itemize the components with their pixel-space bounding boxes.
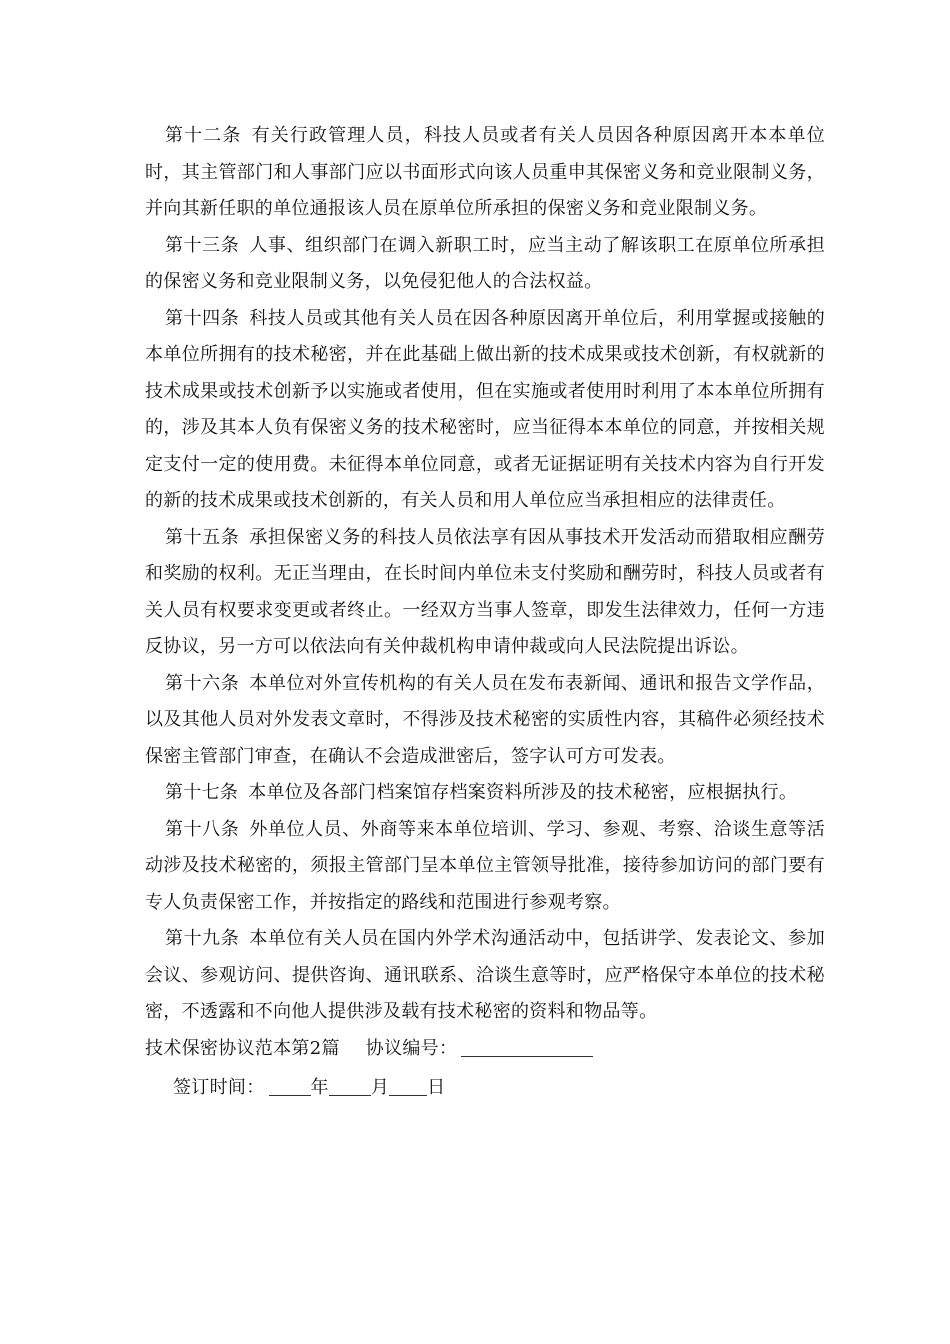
article-17 (145, 775, 825, 812)
agreement-number-blank (461, 1038, 593, 1057)
document-body (145, 118, 825, 1105)
article-number: 第十六条 (165, 672, 240, 694)
article-18 (145, 812, 825, 922)
year-blank (269, 1077, 311, 1096)
article-15 (145, 520, 825, 666)
article-text: 外单位人员、外商等来本单位培训、学习、参观、考察、洽谈生意等活动涉及技术秘密的，须报主管部门呈本单位主管领导批准，接待参加访问的部门要有专人负责保密工作，并按指定的路线和范围进行参观考察。 (145, 818, 826, 913)
article-number: 第十三条 (165, 234, 240, 256)
year-label: 年 (310, 1076, 329, 1098)
article-19 (145, 921, 825, 1031)
article-13 (145, 228, 825, 301)
day-blank (389, 1077, 427, 1096)
article-text: 承担保密义务的科技人员依法享有因从事技术开发活动而猎取相应酬劳和奖励的权利。无正当理由，在长时间内单位未支付奖励和酬劳时，科技人员或者有关人员有权要求变更或者终止。一经双方当事人签章，即发生法律效力，任何一方违反协议，另一方可以依法向有关仲裁机构申请仲裁或向人民法院提出诉讼。 (145, 526, 826, 657)
sign-date-line (145, 1071, 825, 1105)
article-text: 人事、组织部门在调入新职工时，应当主动了解该职工在原单位所承担的保密义务和竞业限制义务，以免侵犯他人的合法权益。 (145, 234, 826, 292)
article-number: 第十二条 (165, 125, 242, 146)
article-text: 本单位及各部门档案馆存档案资料所涉及的技术秘密，应根据执行。 (248, 782, 798, 803)
article-number: 第十四条 (165, 307, 240, 329)
article-14 (145, 301, 825, 520)
template-heading (145, 1033, 825, 1065)
month-label: 月 (370, 1076, 390, 1098)
article-number: 第十七条 (165, 782, 239, 803)
agreement-number-label: 协议编号： (365, 1037, 458, 1059)
article-text: 有关行政管理人员，科技人员或者有关人员因各种原因离开本本单位时，其主管部门和人事部门应以书面形式向该人员重申其保密义务和竞业限制义务，并向其新任职的单位通报该人员在原单位所承担的保密义务和竞业限制义务。 (145, 125, 826, 219)
day-label: 日 (427, 1076, 446, 1098)
template-title: 技术保密协议范本第2篇 (145, 1037, 340, 1059)
article-text: 本单位有关人员在国内外学术沟通活动中，包括讲学、发表论文、参加会议、参观访问、提供咨询、通讯联系、洽谈生意等时，应严格保守本单位的技术秘密，不透露和不向他人提供涉及载有技术秘密的资料和物品等。 (145, 928, 826, 1022)
article-number: 第十八条 (165, 818, 240, 840)
article-number: 第十五条 (165, 526, 240, 548)
month-blank (329, 1077, 371, 1096)
sign-date-label: 签订时间： (173, 1076, 265, 1098)
article-number: 第十九条 (165, 928, 240, 949)
article-text: 本单位对外宣传机构的有关人员在发布表新闻、通讯和报告文学作品，以及其他人员对外发表文章时，不得涉及技术秘密的实质性内容，其稿件必须经技术保密主管部门审查，在确认不会造成泄密后，签字认可方可发表。 (145, 672, 826, 767)
article-12 (145, 118, 825, 228)
article-text: 科技人员或其他有关人员在因各种原因离开单位后，利用掌握或接触的本单位所拥有的技术秘密，并在此基础上做出新的技术成果或技术创新，有权就新的技术成果或技术创新予以实施或者使用，但在实施或者使用时利用了本本单位所拥有的，涉及其本人负有保密义务的技术秘密时，应当征得本本单位的同意，并按相关规定支付一定的使用费。未征得本单位同意，或者无证据证明有关技术内容为自行开发的新的技术成果或技术创新的，有关人员和用人单位应当承担相应的法律责任。 (145, 307, 826, 511)
article-16 (145, 666, 825, 776)
